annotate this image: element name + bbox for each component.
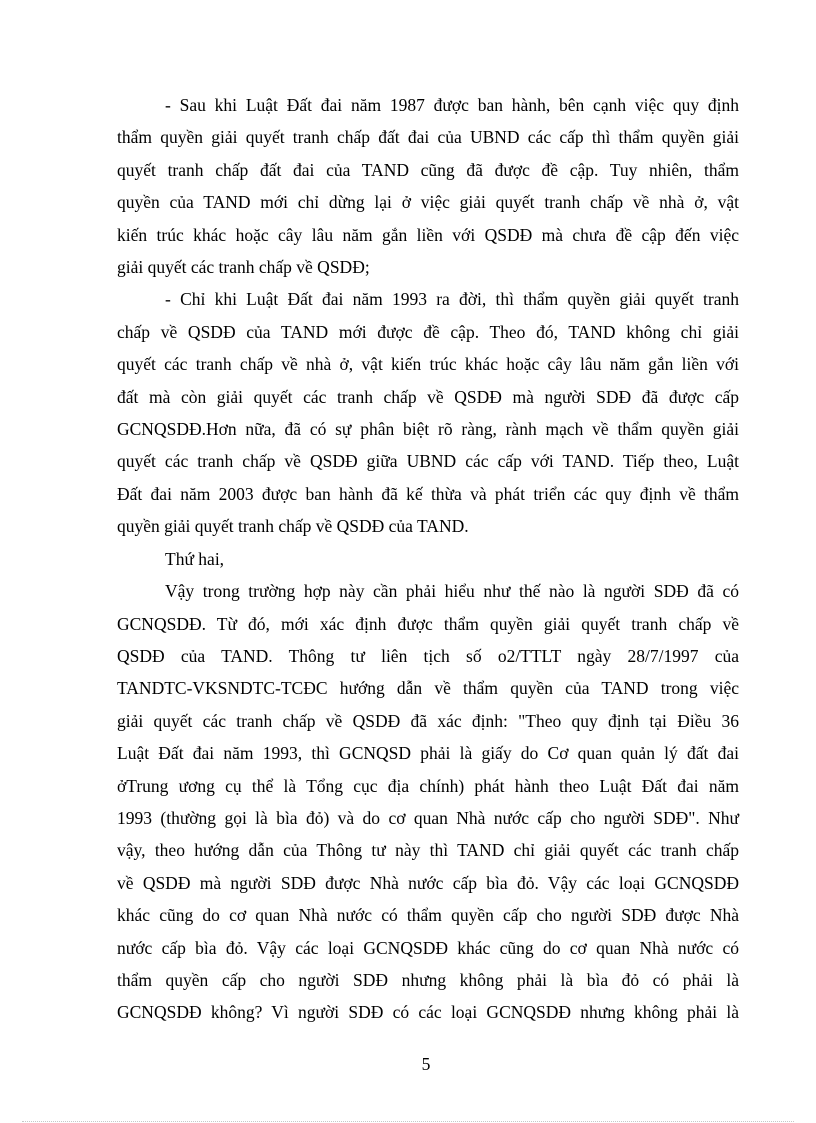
page-body — [117, 89, 739, 1029]
text-line: về QSDĐ mà người SDĐ được Nhà nước cấp bìa đỏ. Vậy các loại GCNQSDĐ — [117, 872, 739, 893]
paragraph-luat-dat-dai-1987 — [117, 89, 739, 283]
text-line: GCNQSDĐ.Hơn nữa, đã có sự phân biệt rõ ràng, rành mạch về thẩm quyền giải — [117, 419, 739, 440]
text-line: Thứ hai, — [165, 548, 225, 569]
text-line: khác cũng do cơ quan Nhà nước có thẩm quyền cấp cho người SDĐ được Nhà — [117, 905, 739, 926]
text-line: TANDTC-VKSNDTC-TCĐC hướng dẫn về thẩm quyền của TAND trong việc — [117, 678, 739, 699]
text-line: - Sau khi Luật Đất đai năm 1987 được ban hành, bên cạnh việc quy định — [165, 95, 739, 115]
text-line: quyết các tranh chấp về QSDĐ giữa UBND các cấp với TAND. Tiếp theo, Luật — [117, 451, 739, 472]
text-line: quyết các tranh chấp về nhà ở, vật kiến trúc khác hoặc cây lâu năm gắn liền với — [117, 354, 739, 375]
text-line: thẩm quyền cấp cho người SDĐ nhưng không phải là bìa đỏ có phải là — [117, 969, 739, 990]
text-line: GCNQSDĐ không? Vì người SDĐ có các loại GCNQSDĐ nhưng không phải là — [117, 1002, 739, 1023]
text-line: Đất đai năm 2003 được ban hành đã kế thừa và phát triển các quy định về thẩm — [117, 483, 739, 504]
text-line: giải quyết các tranh chấp về QSDĐ; — [117, 257, 370, 278]
text-line: QSDĐ của TAND. Thông tư liên tịch số o2/TTLT ngày 28/7/1997 của — [117, 645, 739, 666]
text-line: thẩm quyền giải quyết tranh chấp đất đai của UBND các cấp thì thẩm quyền giải — [117, 127, 739, 148]
text-line: Vậy trong trường hợp này cần phải hiểu như thế nào là người SDĐ đã có — [165, 581, 739, 602]
text-line: ởTrung ương cụ thể là Tổng cục địa chính) phát hành theo Luật Đất đai năm — [117, 775, 739, 796]
text-line: giải quyết các tranh chấp về QSDĐ đã xác định: "Theo quy định tại Điều 36 — [117, 710, 739, 731]
text-line: - Chỉ khi Luật Đất đai năm 1993 ra đời, thì thẩm quyền giải quyết tranh — [165, 289, 739, 310]
text-line: quyết tranh chấp đất đai của TAND cũng đã được đề cập. Tuy nhiên, thẩm — [117, 159, 739, 180]
text-line: nước cấp bìa đỏ. Vậy các loại GCNQSDĐ khác cũng do cơ quan Nhà nước có — [117, 937, 739, 958]
text-line: quyền của TAND mới chỉ dừng lại ở việc giải quyết tranh chấp về nhà ở, vật — [117, 192, 739, 213]
text-line: chấp về QSDĐ của TAND mới được đề cập. Theo đó, TAND không chỉ giải — [117, 321, 739, 342]
paragraph-luat-dat-dai-1993 — [117, 283, 739, 542]
text-line: vậy, theo hướng dẫn của Thông tư này thì TAND chỉ giải quyết các tranh chấp — [117, 840, 739, 861]
page-number: 5 — [421, 1054, 431, 1074]
text-line: 1993 (thường gọi là bìa đỏ) và do cơ quan Nhà nước cấp cho người SDĐ". Như — [117, 807, 739, 828]
page-bottom-divider — [22, 1121, 794, 1122]
text-line: GCNQSDĐ. Từ đó, mới xác định được thẩm quyền giải quyết tranh chấp về — [117, 613, 739, 634]
text-line: đất mà còn giải quyết các tranh chấp về QSDĐ mà người SDĐ đã được cấp — [117, 386, 739, 407]
paragraph-gcnqsdd — [117, 575, 739, 1029]
paragraph-thu-hai — [117, 543, 739, 575]
text-line: Luật Đất đai năm 1993, thì GCNQSD phải là giấy do Cơ quan quản lý đất đai — [117, 743, 739, 764]
text-line: kiến trúc khác hoặc cây lâu năm gắn liền với QSDĐ mà chưa đề cập đến việc — [117, 224, 739, 245]
text-line: quyền giải quyết tranh chấp về QSDĐ của TAND. — [117, 516, 469, 537]
